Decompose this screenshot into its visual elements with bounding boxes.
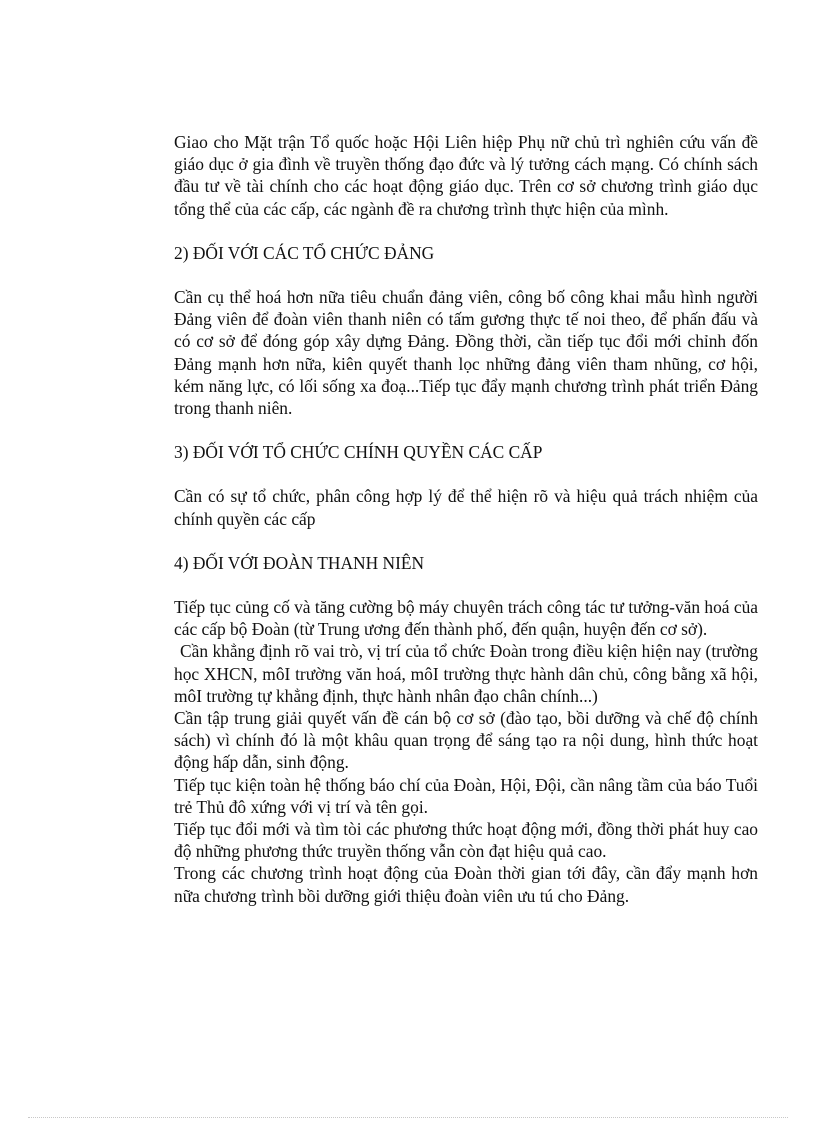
government-paragraph: Cần có sự tổ chức, phân công hợp lý để thể hiện rõ và hiệu quả trách nhiệm của chính quyền các cấp [174, 486, 758, 529]
youth-paragraph-6: Trong các chương trình hoạt động của Đoàn thời gian tới đây, cần đẩy mạnh hơn nữa chương trình bồi dưỡng giới thiệu đoàn viên ưu tú cho Đảng. [174, 863, 758, 906]
page-bottom-edge [28, 1117, 788, 1118]
section-heading-government: 3) ĐỐI VỚI TỔ CHỨC CHÍNH QUYỀN CÁC CẤP [174, 442, 543, 463]
party-paragraph: Cần cụ thể hoá hơn nữa tiêu chuẩn đảng viên, công bố công khai mẫu hình người Đảng viên để đoàn viên thanh niên có tấm gương thực tế noi theo, để phấn đấu và có cơ sở để đóng góp xây dựng Đảng. Đồng thời, cần tiếp tục đổi mới chỉnh đốn Đảng mạnh hơn nữa, kiên quyết thanh lọc những đảng viên tham nhũng, cơ hội, kém năng lực, có lối sống xa đoạ...Tiếp tục đẩy mạnh chương trình phát triển Đảng trong thanh niên. [174, 287, 758, 419]
intro-paragraph: Giao cho Mặt trận Tổ quốc hoặc Hội Liên hiệp Phụ nữ chủ trì nghiên cứu vấn đề giáo dục ở gia đình về truyền thống đạo đức và lý tưởng cách mạng. Có chính sách đầu tư về tài chính cho các hoạt động giáo dục. Trên cơ sở chương trình giáo dục tổng thể của các cấp, các ngành đề ra chương trình thực hiện của mình. [174, 132, 758, 219]
youth-paragraph-4: Tiếp tục kiện toàn hệ thống báo chí của Đoàn, Hội, Đội, cần nâng tầm của báo Tuổi trẻ Thủ đô xứng với vị trí và tên gọi. [174, 774, 758, 817]
youth-paragraph-2: Cần khẳng định rõ vai trò, vị trí của tổ chức Đoàn trong điều kiện hiện nay (trường học XHCN, môI trường văn hoá, môI trường thực hành dân chủ, công bằng xã hội, môI trường tự khẳng định, thực hành nhân đạo chân chính...) [174, 641, 758, 706]
document-body [174, 131, 758, 907]
section-heading-youth-union: 4) ĐỐI VỚI ĐOÀN THANH NIÊN [174, 552, 425, 573]
youth-paragraph-1: Tiếp tục củng cố và tăng cường bộ máy chuyên trách công tác tư tưởng-văn hoá của các cấp bộ Đoàn (từ Trung ương đến thành phố, đến quận, huyện đến cơ sở). [174, 597, 758, 640]
youth-paragraph-5: Tiếp tục đổi mới và tìm tòi các phương thức hoạt động mới, đồng thời phát huy cao độ những phương thức truyền thống vẫn còn đạt hiệu quả cao. [174, 819, 758, 862]
youth-paragraph-3: Cần tập trung giải quyết vấn đề cán bộ cơ sở (đào tạo, bồi dưỡng và chế độ chính sách) vì chính đó là một khâu quan trọng để sáng tạo ra nội dung, hình thức hoạt động hấp dẫn, sinh động. [174, 708, 758, 773]
section-heading-party: 2) ĐỐI VỚI CÁC TỔ CHỨC ĐẢNG [174, 242, 435, 263]
